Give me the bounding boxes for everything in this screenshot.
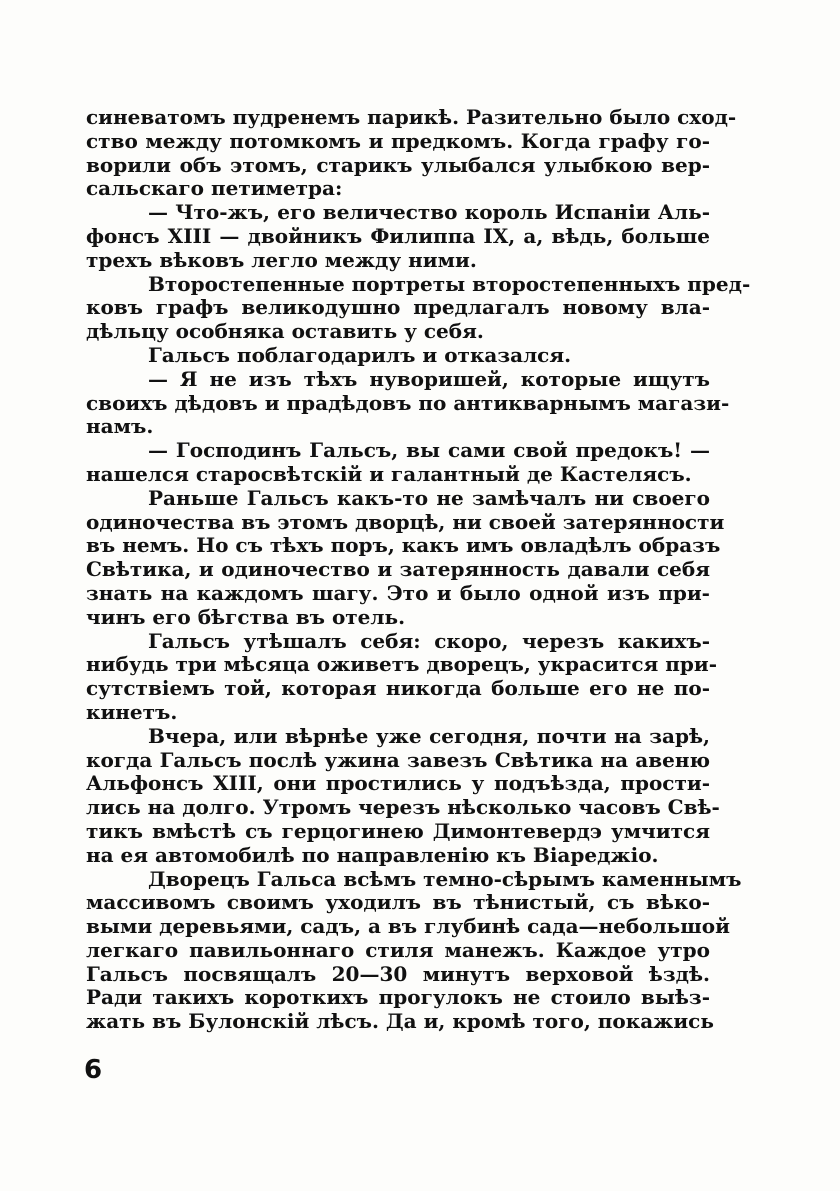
text-line: въ немъ. Но съ тѣхъ поръ, какъ имъ овладѣлъ образъ [86, 533, 721, 558]
text-line: Ради такихъ короткихъ прогулокъ не стоило выѣз- [86, 985, 710, 1010]
text-line: дѣльцу особняка оставить у себя. [86, 319, 484, 344]
text-line: Свѣтика, и одиночество и затерянность давали себя [86, 557, 710, 582]
paragraph [86, 201, 710, 272]
text-line: на ея автомобилѣ по направленію къ Віареджіо. [86, 842, 659, 867]
text-line: Второстепенные портреты второстепенныхъ пред- [148, 271, 751, 296]
text-line: сутствіемъ той, которая никогда больше его не по- [86, 676, 710, 701]
text-line: Гальсъ утѣшалъ себя: скоро, черезъ какихъ- [148, 628, 710, 653]
text-line: жать въ Булонскій лѣсъ. Да и, кромѣ того, покажись [86, 1009, 714, 1034]
text-line: фонсъ XIII — двойникъ Филиппа IX, а, вѣдь, больше [86, 223, 710, 248]
text-line: Гальсъ поблагодарилъ и отказался. [148, 342, 572, 367]
text-line: кинетъ. [86, 699, 178, 724]
paragraph [86, 366, 730, 439]
text-line: — Господинъ Гальсъ, вы сами свой предокъ! — [148, 438, 710, 463]
text-line: нашелся старосвѣтскій и галантный де Кастелясъ. [86, 461, 692, 486]
text-line: когда Гальсъ послѣ ужина завезъ Свѣтика на авеню [86, 747, 710, 772]
paragraph [86, 723, 720, 868]
text-line: трехъ вѣковъ легло между ними. [86, 247, 477, 272]
paragraph [86, 344, 710, 368]
text-line: своихъ дѣдовъ и прадѣдовъ по антикварнымъ магази- [86, 390, 730, 415]
paragraph [86, 628, 718, 725]
text-line: ство между потомкомъ и предкомъ. Когда графу го- [86, 128, 710, 153]
text-line: лись на долго. Утромъ черезъ нѣсколько часовъ Свѣ- [86, 795, 720, 820]
paragraph [86, 866, 742, 1035]
text-line: одиночества въ этомъ дворцѣ, ни своей затерянности [86, 509, 725, 534]
text-line: Гальсъ посвящалъ 20—30 минутъ верховой ѣздѣ. [86, 961, 710, 986]
text-line: — Что-жъ, его величество король Испаніи Аль- [148, 200, 710, 225]
paragraph [86, 439, 710, 487]
text-line: Дворецъ Гальса всѣмъ темно-сѣрымъ каменнымъ [148, 866, 742, 891]
paragraph [86, 485, 725, 630]
text-line: намъ. [86, 414, 154, 439]
text-line: сальскаго петиметра: [86, 176, 343, 201]
text-line: Вчера, или вѣрнѣе уже сегодня, почти на зарѣ, [148, 723, 710, 748]
text-line: чинъ его бѣгства въ отель. [86, 604, 406, 629]
text-line: нибудь три мѣсяца оживетъ дворецъ, украсится при- [86, 652, 718, 677]
text-line: знать на каждомъ шагу. Это и было одной изъ при- [86, 580, 710, 605]
text-line: легкаго павильоннаго стиля манежъ. Каждое утро [86, 937, 710, 962]
paragraph [86, 271, 751, 344]
paragraph [86, 105, 737, 201]
text-line: тикъ вмѣстѣ съ герцогинею Димонтевердэ умчится [86, 818, 710, 843]
text-line: ковъ графъ великодушно предлагалъ новому вла- [86, 295, 710, 320]
text-line: массивомъ своимъ уходилъ въ тѣнистый, съ вѣко- [86, 890, 710, 915]
text-line: ворили объ этомъ, старикъ улыбался улыбкою вер- [86, 152, 710, 177]
text-line: синеватомъ пудренемъ парикѣ. Разительно было сход- [86, 105, 737, 129]
page-text [86, 105, 751, 1034]
text-line: Альфонсъ XIII, они простились у подъѣзда, прости- [86, 771, 710, 796]
page-number: 6 [84, 1055, 103, 1085]
text-line: — Я не изъ тѣхъ нуворишей, которые ищутъ [148, 366, 710, 391]
text-line: Раньше Гальсъ какъ-то не замѣчалъ ни своего [148, 485, 710, 510]
text-line: выми деревьями, садъ, а въ глубинѣ сада—небольшой [86, 914, 730, 939]
